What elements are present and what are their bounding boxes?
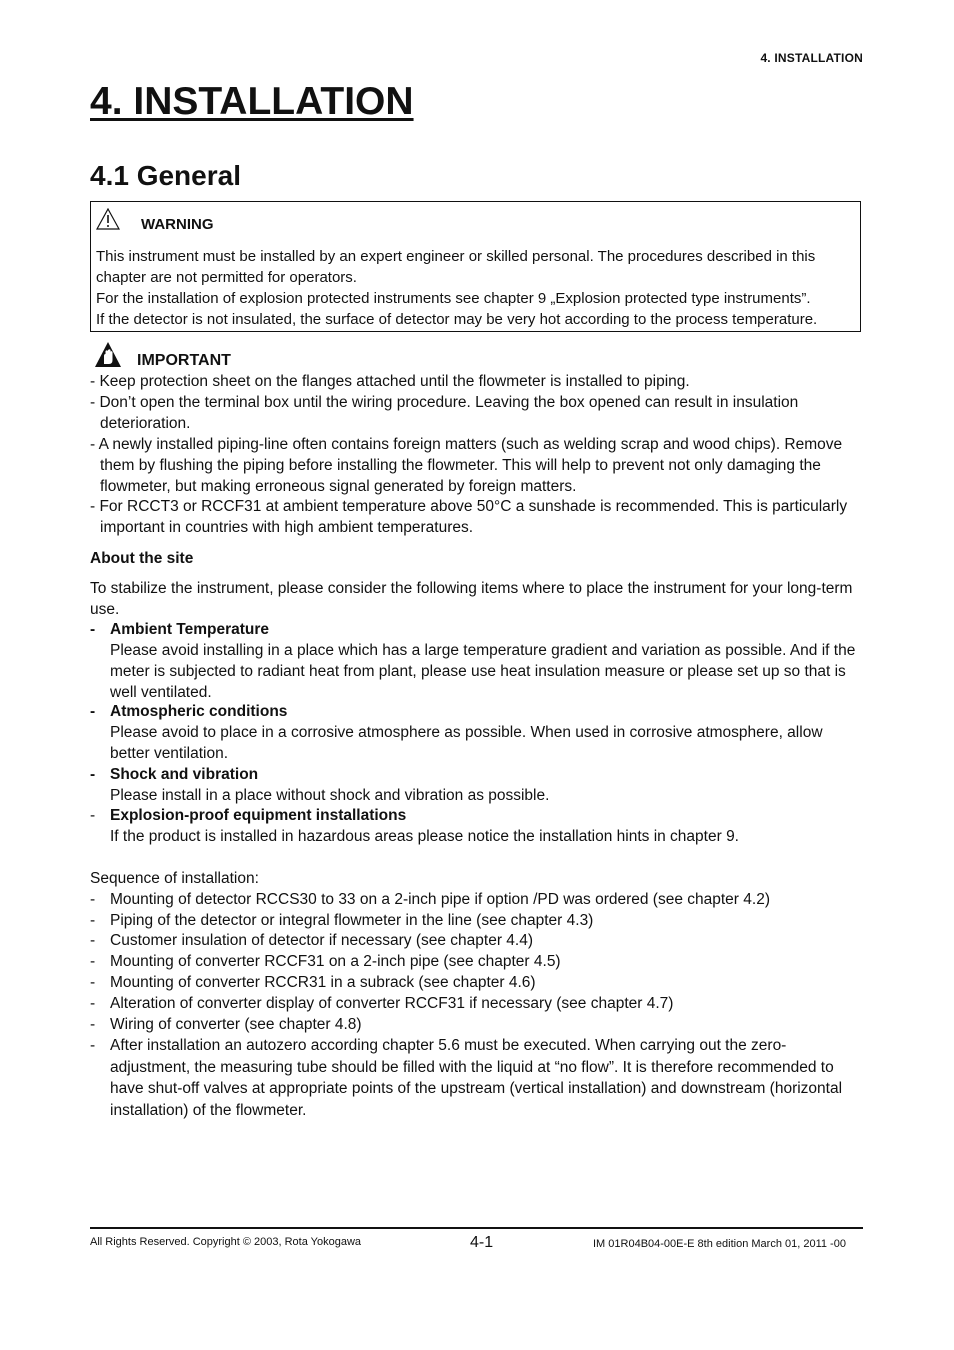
footer-divider xyxy=(90,1227,863,1229)
important-item: - For RCCT3 or RCCF31 at ambient temperature above 50°C a sunshade is recommended. This is particularly important in countries with high ambient temperatures. xyxy=(90,498,848,536)
warning-line: This instrument must be installed by an expert engineer or skilled personal. The procedures described in this xyxy=(96,248,816,265)
sequence-dash: - xyxy=(90,932,96,949)
section-title: 4.1 General xyxy=(90,160,241,191)
site-item-title: Shock and vibration xyxy=(110,766,259,783)
site-item-dash: - xyxy=(90,703,96,720)
warning-triangle-icon xyxy=(96,208,120,230)
sequence-item: Piping of the detector or integral flowmeter in the line (see chapter 4.3) xyxy=(110,912,594,929)
footer-doc-id: IM 01R04B04-00E-E 8th edition March 01, 2011 -00 xyxy=(593,1238,846,1250)
important-item: - Don’t open the terminal box until the wiring procedure. Leaving the box opened can result in insulation deterioration. xyxy=(90,394,799,432)
warning-line: If the detector is not insulated, the surface of detector may be very hot according to the process temperature. xyxy=(96,311,818,328)
sequence-dash: - xyxy=(90,912,96,929)
site-item-shock-vibration xyxy=(110,764,862,806)
important-item: - A newly installed piping-line often contains foreign matters (such as welding scrap and wood chips). Remove them by flushing the piping before installing the flowmeter. This will help to prevent not only damaging the flowmeter, but making erroneous signal generated by foreign matters. xyxy=(90,436,843,495)
important-label: IMPORTANT xyxy=(137,352,231,369)
site-item-title: Explosion-proof equipment installations xyxy=(110,807,407,824)
sequence-item: Alteration of converter display of converter RCCF31 if necessary (see chapter 4.7) xyxy=(110,995,674,1012)
site-item-title: Ambient Temperature xyxy=(110,621,270,638)
warning-label: WARNING xyxy=(141,216,214,233)
sequence-dash: - xyxy=(90,995,96,1012)
site-item-text: Please avoid to place in a corrosive atmosphere as possible. When used in corrosive atmosphere, allow better ventilation. xyxy=(110,724,823,762)
site-item-dash: - xyxy=(90,766,96,783)
important-item: - Keep protection sheet on the flanges attached until the flowmeter is installed to piping. xyxy=(90,373,690,390)
warning-box xyxy=(90,201,861,332)
sequence-item: After installation an autozero according chapter 5.6 must be executed. When carrying out the zero-adjustment, the measuring tube should be filled with the liquid at “no flow”. It is therefore recommended to have shut-off valves at appropriate points of the upstream (vertical installation) and downstream (horizontal installation) of the flowmeter. xyxy=(110,1037,843,1119)
site-item-text: If the product is installed in hazardous areas please notice the installation hints in chapter 9. xyxy=(110,828,739,845)
sequence-item: Mounting of converter RCCF31 on a 2-inch pipe (see chapter 4.5) xyxy=(110,953,561,970)
sequence-dash: - xyxy=(90,891,96,908)
important-hand-icon xyxy=(94,341,122,368)
about-site-heading: About the site xyxy=(90,550,194,567)
site-item-title: Atmospheric conditions xyxy=(110,703,288,720)
chapter-title: 4. INSTALLATION xyxy=(90,80,414,123)
warning-line: chapter are not permitted for operators. xyxy=(96,269,357,286)
sequence-dash: - xyxy=(90,1037,96,1054)
sequence-dash: - xyxy=(90,1016,96,1033)
about-site-intro: To stabilize the instrument, please consider the following items where to place the instrument for your long-term use. xyxy=(90,580,853,618)
sequence-item: Wiring of converter (see chapter 4.8) xyxy=(110,1016,362,1033)
sequence-dash: - xyxy=(90,974,96,991)
site-item-dash: - xyxy=(90,621,96,638)
sequence-item: Mounting of converter RCCR31 in a subrack (see chapter 4.6) xyxy=(110,974,536,991)
site-item-explosion-proof xyxy=(110,805,862,847)
site-item-text: Please install in a place without shock and vibration as possible. xyxy=(110,787,550,804)
sequence-item: Customer insulation of detector if necessary (see chapter 4.4) xyxy=(110,932,534,949)
sequence-dash: - xyxy=(90,953,96,970)
sequence-heading: Sequence of installation: xyxy=(90,870,259,887)
site-item-dash: - xyxy=(90,807,96,824)
running-header: 4. INSTALLATION xyxy=(760,51,863,65)
sequence-item: Mounting of detector RCCS30 to 33 on a 2-inch pipe if option /PD was ordered (see chapter 4.2) xyxy=(110,891,770,908)
site-item-text: Please avoid installing in a place which has a large temperature gradient and variation as possible. And if the meter is subjected to radiant heat from plant, please use heat insulation measure or please set up so that is well ventilated. xyxy=(110,642,856,701)
footer-page-number: 4-1 xyxy=(470,1234,494,1251)
site-item-atmospheric-conditions xyxy=(110,701,862,764)
footer-copyright: All Rights Reserved. Copyright © 2003, Rota Yokogawa xyxy=(90,1236,362,1248)
warning-text xyxy=(96,246,861,330)
warning-line: For the installation of explosion protected instruments see chapter 9 „Explosion protected type instruments”. xyxy=(96,290,811,307)
site-item-ambient-temperature xyxy=(110,619,862,703)
